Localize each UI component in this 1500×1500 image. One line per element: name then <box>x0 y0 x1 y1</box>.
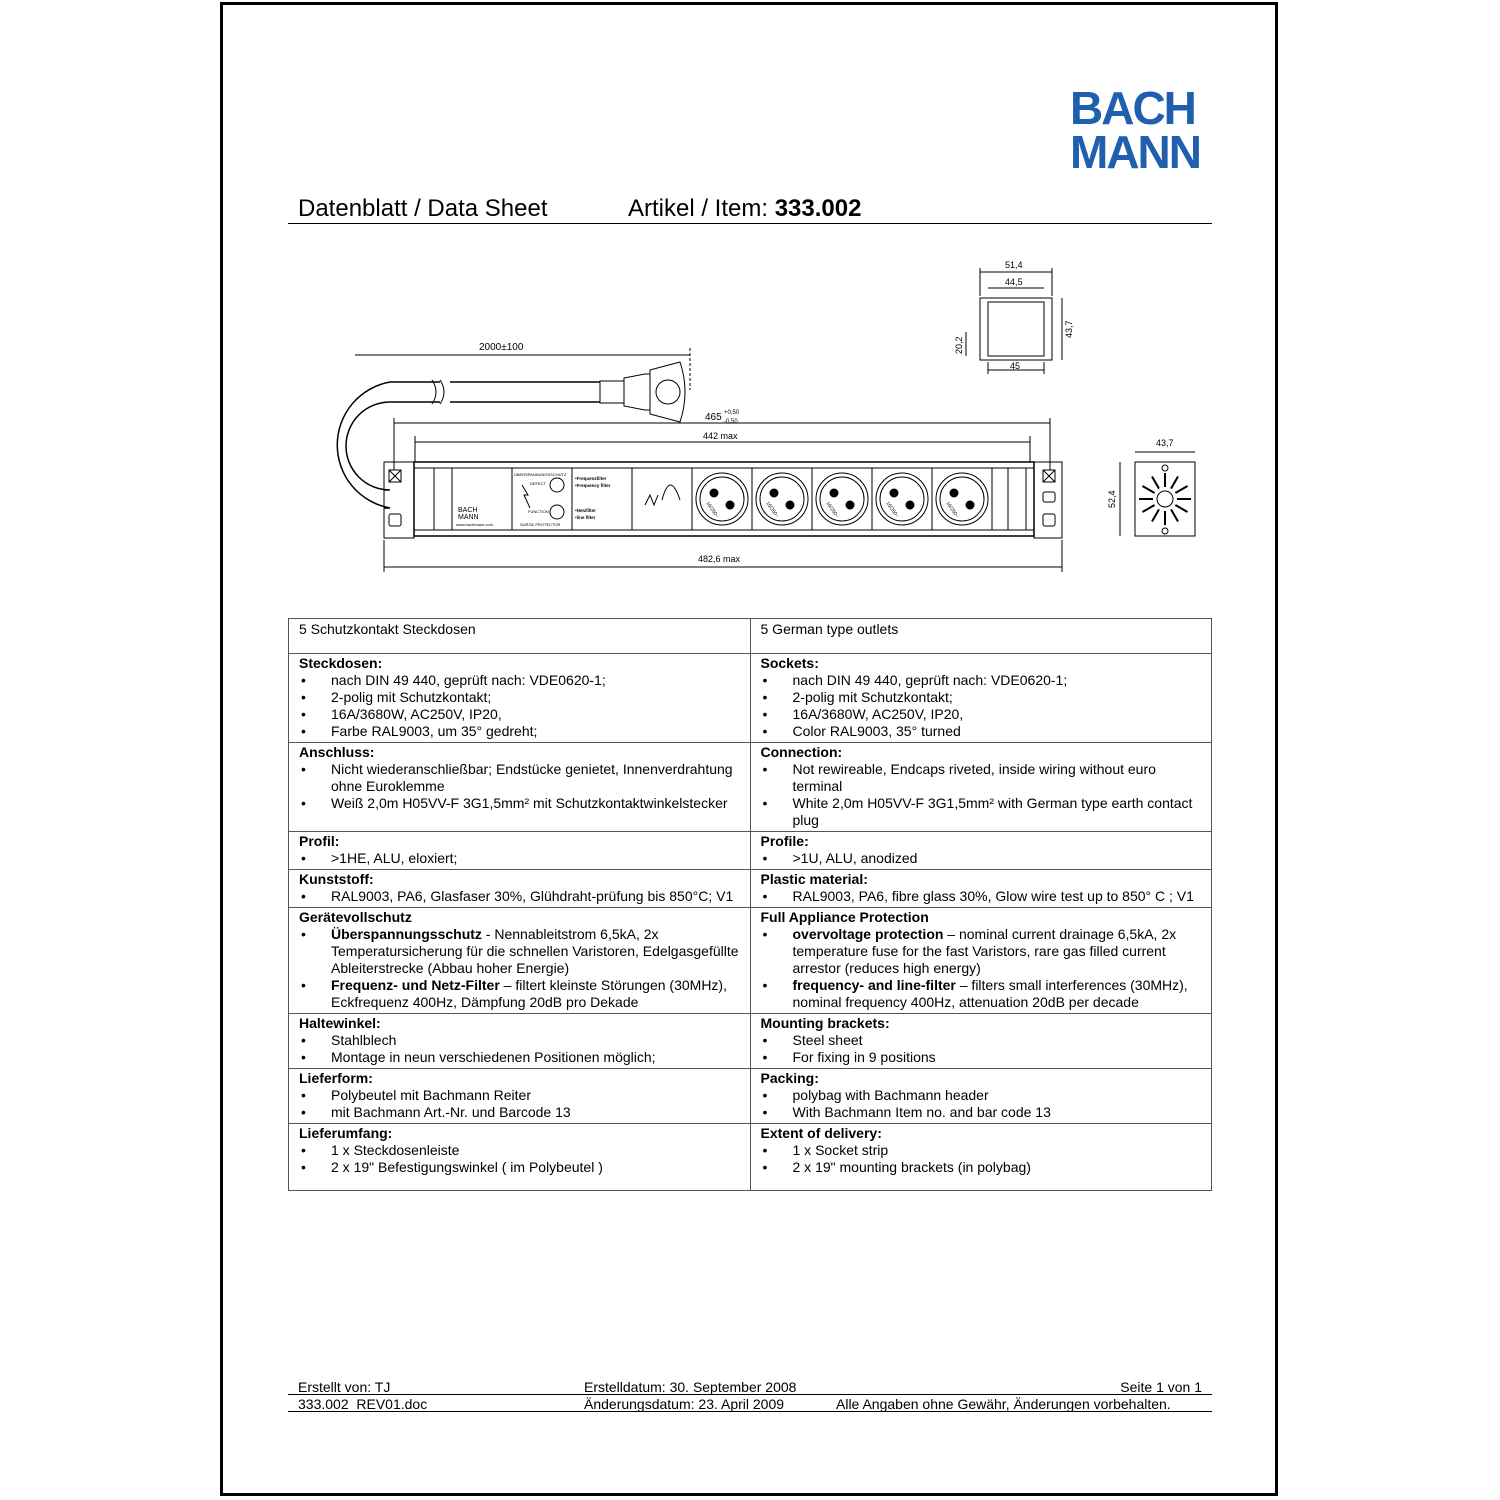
filter-label-3: •Netzfilter <box>575 508 596 513</box>
dim-442: 442 max <box>703 431 738 441</box>
section-title: Haltewinkel: <box>299 1015 381 1031</box>
socket-outlet <box>756 473 808 525</box>
socket-outlet <box>816 473 868 525</box>
list-item <box>299 977 740 1011</box>
section-title: Sockets: <box>760 655 819 671</box>
bachmann-logo <box>1070 82 1210 178</box>
table-row <box>289 870 1212 908</box>
socket-outlet <box>936 473 988 525</box>
list-item-text: – nominal current drainage 6,5kA, 2x temperature fuse for the fast Varistors, rare gas filled current arrestor (reduces high energy) <box>792 926 1177 976</box>
list-item: • >1HE, ALU, eloxiert; <box>299 850 740 867</box>
list-item <box>299 926 740 977</box>
section-title: Lieferform: <box>299 1070 373 1086</box>
bullet-list <box>761 1087 1202 1121</box>
section-en-cell <box>750 743 1212 832</box>
section-de-cell <box>289 1014 751 1069</box>
end-view-ray <box>1142 505 1154 512</box>
section-title: Profil: <box>299 833 340 849</box>
footer-created-by: Erstellt von: TJ <box>298 1379 391 1395</box>
filter-label-2: •Frequency filter <box>575 483 611 488</box>
end-view-ray <box>1171 509 1178 521</box>
bullet-list <box>761 1032 1202 1066</box>
surge-bottom-label: SURGE PROTECTOR <box>520 522 561 527</box>
module-brand-2: MANN <box>458 514 479 521</box>
list-item: • 16A/3680W, AC250V, IP20, <box>299 706 740 723</box>
dim-465-tol-minus: -0,50 <box>724 419 738 425</box>
dim-465: 465 <box>705 412 722 423</box>
dim-end-height: 52,4 <box>1107 490 1117 508</box>
list-item: • Color RAL9003, 35° turned <box>761 723 1202 740</box>
dim-profile-height: 43,7 <box>1064 320 1074 338</box>
section-title: Full Appliance Protection <box>760 909 929 925</box>
footer-created-date: Erstelldatum: 30. September 2008 <box>584 1379 797 1395</box>
dim-profile-side: 20,2 <box>954 336 964 354</box>
socket-pin-hole <box>906 501 914 509</box>
table-row <box>289 619 1212 654</box>
list-item: • 16A/3680W, AC250V, IP20, <box>761 706 1202 723</box>
bullet-list <box>299 850 740 867</box>
table-row <box>289 832 1212 870</box>
list-item-bold: overvoltage protection <box>792 926 944 942</box>
dim-profile-bottom: 45 <box>1010 361 1021 371</box>
list-item-bold: Überspannungsschutz <box>331 926 482 942</box>
list-item: • 2 x 19" Befestigungswinkel ( im Polybeutel ) <box>299 1159 740 1176</box>
list-item: • 1 x Steckdosenleiste <box>299 1142 740 1159</box>
list-item: • For fixing in 9 positions <box>761 1049 1202 1066</box>
bullet-list <box>761 1142 1202 1176</box>
section-de-cell <box>289 832 751 870</box>
socket-rating-label: 16/250~ <box>944 500 960 520</box>
footer-disclaimer: Alle Angaben ohne Gewähr, Änderungen vorbehalten. <box>836 1396 1171 1412</box>
filter-label-1: •Frequenzfilter <box>575 476 607 481</box>
end-view-ray <box>1142 486 1154 493</box>
list-item: • Stahlblech <box>299 1032 740 1049</box>
list-item: • With Bachmann Item no. and bar code 13 <box>761 1104 1202 1121</box>
list-item: • Steel sheet <box>761 1032 1202 1049</box>
list-item: • 2 x 19" mounting brackets (in polybag) <box>761 1159 1202 1176</box>
bullet-list <box>299 888 740 905</box>
section-en-cell <box>750 1069 1212 1124</box>
footer-changed-date: Änderungsdatum: 23. April 2009 <box>584 1396 785 1412</box>
section-en-cell <box>750 654 1212 743</box>
dim-4826: 482,6 max <box>698 554 741 564</box>
list-item-bold: frequency- and line-filter <box>792 977 956 993</box>
section-en-cell <box>750 870 1212 908</box>
section-de-cell <box>289 654 751 743</box>
section-en-cell <box>750 1014 1212 1069</box>
section-de-cell <box>289 870 751 908</box>
document-title: Datenblatt / Data Sheet <box>298 195 548 222</box>
table-row <box>289 908 1212 1014</box>
list-item <box>761 977 1202 1011</box>
spec-table <box>288 618 1212 1191</box>
end-view-ray <box>1171 476 1178 488</box>
list-item: • Not rewireable, Endcaps riveted, inside wiring without euro terminal <box>761 761 1202 795</box>
list-item: • Montage in neun verschiedenen Positionen möglich; <box>299 1049 740 1066</box>
list-item: • polybag with Bachmann header <box>761 1087 1202 1104</box>
footer-rule-1 <box>288 1394 1212 1395</box>
section-title: Steckdosen: <box>299 655 383 671</box>
socket-inner <box>760 477 804 521</box>
section-title: Anschluss: <box>299 744 375 760</box>
table-row <box>289 1124 1212 1191</box>
socket-inner <box>820 477 864 521</box>
list-item: • Weiß 2,0m H05VV-F 3G1,5mm² mit Schutzkontaktwinkelstecker <box>299 795 740 812</box>
document-header <box>298 195 862 223</box>
list-item: • RAL9003, PA6, Glasfaser 30%, Glühdraht-prüfung bis 850°C; V1 <box>299 888 740 905</box>
dim-profile-inner: 44,5 <box>1005 277 1023 287</box>
intro-en: 5 German type outlets <box>750 619 1212 654</box>
end-view-ray <box>1152 476 1159 488</box>
section-de-cell <box>289 743 751 832</box>
dim-465-tol-plus: +0,50 <box>724 410 740 416</box>
footer-page: Seite 1 von 1 <box>1120 1379 1202 1395</box>
bullet-list <box>299 926 740 1011</box>
socket-outlet <box>876 473 928 525</box>
surge-function-label: FUNCTION <box>528 509 549 514</box>
table-row <box>289 1069 1212 1124</box>
section-title: Kunststoff: <box>299 871 374 887</box>
section-title: Connection: <box>760 744 843 760</box>
list-item-text: – filtert kleinste Störungen (30MHz), Eckfrequenz 400Hz, Dämpfung 20dB pro Dekade <box>331 977 727 1010</box>
section-de-cell <box>289 908 751 1014</box>
section-title: Lieferumfang: <box>299 1125 393 1141</box>
surge-defect-label: DEFECT <box>530 481 546 486</box>
section-title: Mounting brackets: <box>760 1015 890 1031</box>
socket-rating-label: 16/250~ <box>704 500 720 520</box>
socket-pin-hole <box>770 489 778 497</box>
section-title: Gerätevollschutz <box>299 909 412 925</box>
surge-title: ÜBERSPANNUNGSSCHUTZ <box>514 472 567 477</box>
intro-de: 5 Schutzkontakt Steckdosen <box>289 619 751 654</box>
socket-pin-hole <box>786 501 794 509</box>
technical-drawing <box>300 250 1220 590</box>
socket-inner <box>880 477 924 521</box>
module-brand-1: BACH <box>458 507 478 514</box>
dim-end-width: 43,7 <box>1156 438 1174 448</box>
section-title: Extent of delivery: <box>760 1125 882 1141</box>
list-item <box>761 926 1202 977</box>
list-item: • Polybeutel mit Bachmann Reiter <box>299 1087 740 1104</box>
section-en-cell <box>750 832 1212 870</box>
socket-pin-hole <box>726 501 734 509</box>
socket-outlet <box>696 473 748 525</box>
section-title: Profile: <box>760 833 809 849</box>
list-item: • 1 x Socket strip <box>761 1142 1202 1159</box>
bullet-list <box>299 672 740 740</box>
list-item: • nach DIN 49 440, geprüft nach: VDE0620-1; <box>761 672 1202 689</box>
table-row <box>289 1014 1212 1069</box>
list-item: • 2-polig mit Schutzkontakt; <box>299 689 740 706</box>
list-item-text: - Nennableitstrom 6,5kA, 2x Temperatursicherung für die schnellen Varistoren, Edelgasgefüllte Ableiterstrecke (Abbau hoher Energie) <box>331 926 739 976</box>
header-rule <box>288 223 1212 224</box>
socket-pin-hole <box>890 489 898 497</box>
bullet-list <box>761 672 1202 740</box>
section-de-cell <box>289 1069 751 1124</box>
socket-inner <box>940 477 984 521</box>
list-item: • 2-polig mit Schutzkontakt; <box>761 689 1202 706</box>
list-item-text: – filters small interferences (30MHz), nominal frequency 400Hz, attenuation 20dB per decade <box>792 977 1188 1010</box>
footer-rule-2 <box>288 1411 1212 1412</box>
list-item: • RAL9003, PA6, fibre glass 30%, Glow wire test up to 850° C ; V1 <box>761 888 1202 905</box>
section-title: Packing: <box>760 1070 819 1086</box>
bullet-list <box>761 926 1202 1011</box>
socket-inner <box>700 477 744 521</box>
dim-profile-top: 51,4 <box>1005 260 1023 270</box>
list-item: • Nicht wiederanschließbar; Endstücke genietet, Innenverdrahtung ohne Euroklemme <box>299 761 740 795</box>
list-item: • White 2,0m H05VV-F 3G1,5mm² with German type earth contact plug <box>761 795 1202 829</box>
socket-rating-label: 16/250~ <box>824 500 840 520</box>
end-view-ray <box>1175 505 1187 512</box>
list-item: • >1U, ALU, anodized <box>761 850 1202 867</box>
socket-pin-hole <box>830 489 838 497</box>
footer-file: 333.002_REV01.doc <box>298 1396 428 1412</box>
socket-pin-hole <box>950 489 958 497</box>
dim-cable-length: 2000±100 <box>479 342 524 353</box>
socket-pin-hole <box>966 501 974 509</box>
section-title: Plastic material: <box>760 871 868 887</box>
socket-pin-hole <box>846 501 854 509</box>
list-item: • Farbe RAL9003, um 35° gedreht; <box>299 723 740 740</box>
item-label: Artikel / Item: <box>628 195 769 222</box>
table-row <box>289 654 1212 743</box>
list-item: • mit Bachmann Art.-Nr. und Barcode 13 <box>299 1104 740 1121</box>
module-url: www.bachmann.com <box>456 522 493 527</box>
list-item: • nach DIN 49 440, geprüft nach: VDE0620-1; <box>299 672 740 689</box>
list-item-bold: Frequenz- und Netz-Filter <box>331 977 500 993</box>
item-number: 333.002 <box>774 195 862 222</box>
table-row <box>289 743 1212 832</box>
socket-rating-label: 16/250~ <box>764 500 780 520</box>
socket-rating-label: 16/250~ <box>884 500 900 520</box>
bullet-list <box>299 761 740 812</box>
logo-line-1: BACH <box>1070 82 1195 134</box>
bullet-list <box>761 888 1202 905</box>
end-view-ray <box>1175 486 1187 493</box>
bullet-list <box>761 761 1202 829</box>
bullet-list <box>761 850 1202 867</box>
item-label-group <box>628 195 861 223</box>
section-de-cell <box>289 1124 751 1191</box>
bullet-list <box>299 1087 740 1121</box>
bullet-list <box>299 1142 740 1176</box>
filter-label-4: •line filter <box>575 515 596 520</box>
socket-pin-hole <box>710 489 718 497</box>
bullet-list <box>299 1032 740 1066</box>
logo-line-2: MANN <box>1070 126 1200 178</box>
section-en-cell <box>750 908 1212 1014</box>
end-view-ray <box>1152 509 1159 521</box>
section-en-cell <box>750 1124 1212 1191</box>
